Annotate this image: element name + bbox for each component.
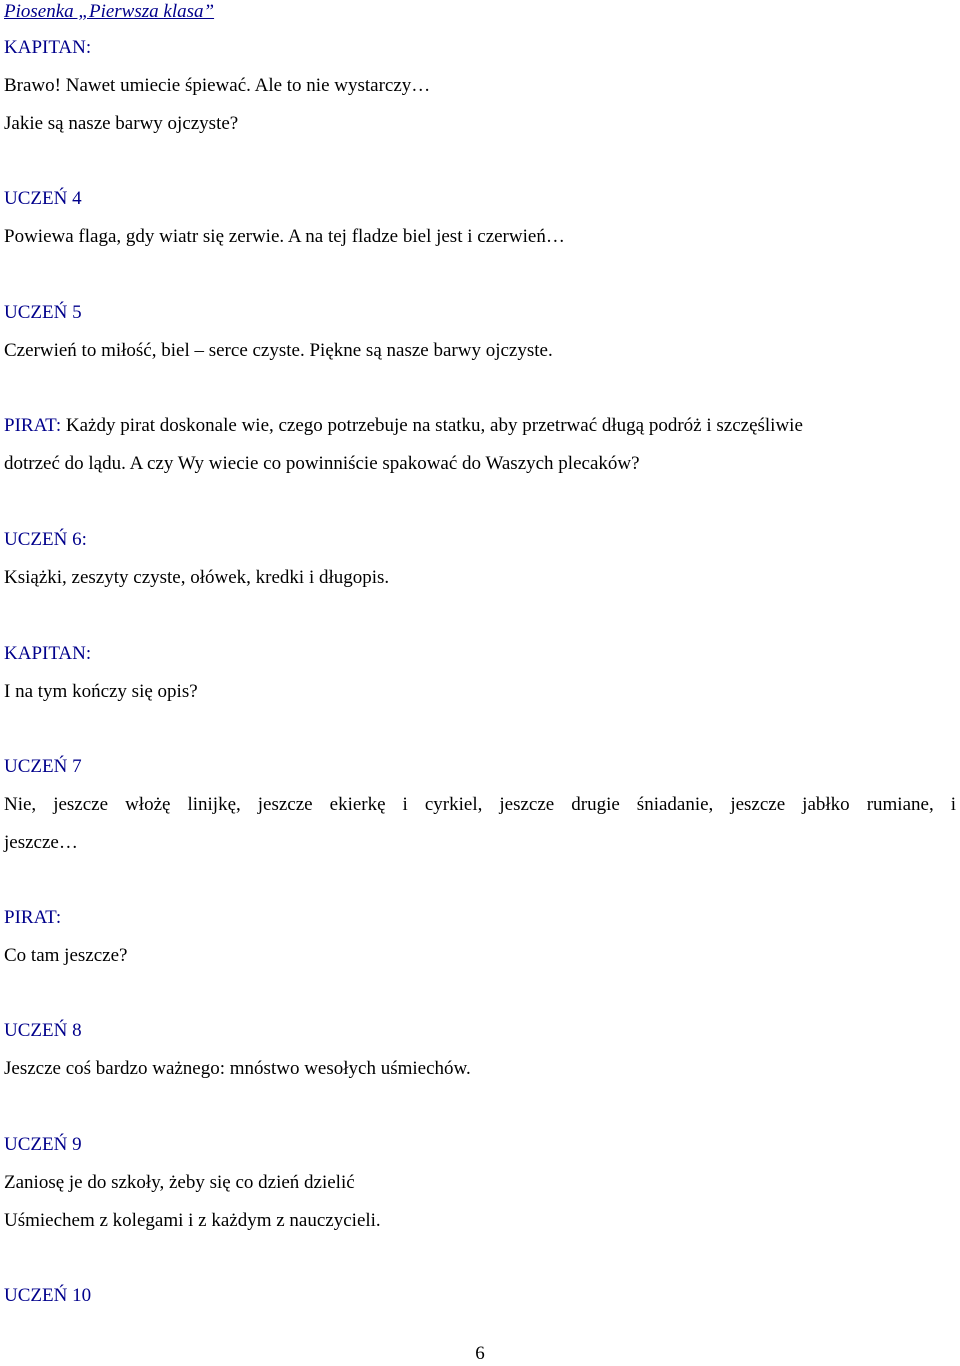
speaker-label: UCZEŃ 5 [4,302,82,323]
speaker-label: UCZEŃ 7 [4,756,82,777]
speaker-label: UCZEŃ 9 [4,1134,82,1155]
speaker-label: KAPITAN: [4,643,92,664]
dialogue-line: Jakie są nasze barwy ojczyste? [4,113,239,134]
dialogue-line: Książki, zeszyty czyste, ołówek, kredki i długopis. [4,567,390,588]
dialogue-line: Zaniosę je do szkoły, żeby się co dzień dzielić [4,1172,355,1193]
dialogue-line: Co tam jeszcze? [4,945,128,966]
speaker-label: UCZEŃ 6: [4,529,87,550]
dialogue-text: Każdy pirat doskonale wie, czego potrzebuje na statku, aby przetrwać długą podróż i szczęśliwie [65,415,803,436]
dialogue-line: Powiewa flaga, gdy wiatr się zerwie. A na tej fladze biel jest i czerwień… [4,226,565,247]
speaker-label: UCZEŃ 8 [4,1020,82,1041]
song-title: Piosenka „Pierwsza klasa” [4,1,215,22]
dialogue-line: dotrzeć do lądu. A czy Wy wiecie co powinniście spakować do Waszych plecaków? [4,453,640,474]
speaker-label: UCZEŃ 10 [4,1285,92,1306]
dialogue-line-justified: Nie, jeszcze włożę linijkę, jeszcze ekierkę i cyrkiel, jeszcze drugie śniadanie, jeszcze jabłko rumiane, i [4,794,956,815]
speaker-label: PIRAT: [4,415,62,436]
speaker-label: UCZEŃ 4 [4,188,82,209]
dialogue-line: Brawo! Nawet umiecie śpiewać. Ale to nie wystarczy… [4,75,431,96]
dialogue-line: Uśmiechem z kolegami i z każdym z nauczycieli. [4,1210,381,1231]
dialogue-paragraph [4,414,803,438]
speaker-label: KAPITAN: [4,37,92,58]
speaker-label: PIRAT: [4,907,62,928]
dialogue-line: jeszcze… [4,832,78,853]
dialogue-line: Jeszcze coś bardzo ważnego: mnóstwo wesołych uśmiechów. [4,1058,471,1079]
page-number: 6 [475,1343,485,1364]
dialogue-line: Czerwień to miłość, biel – serce czyste. Piękne są nasze barwy ojczyste. [4,340,553,361]
dialogue-line: I na tym kończy się opis? [4,681,198,702]
